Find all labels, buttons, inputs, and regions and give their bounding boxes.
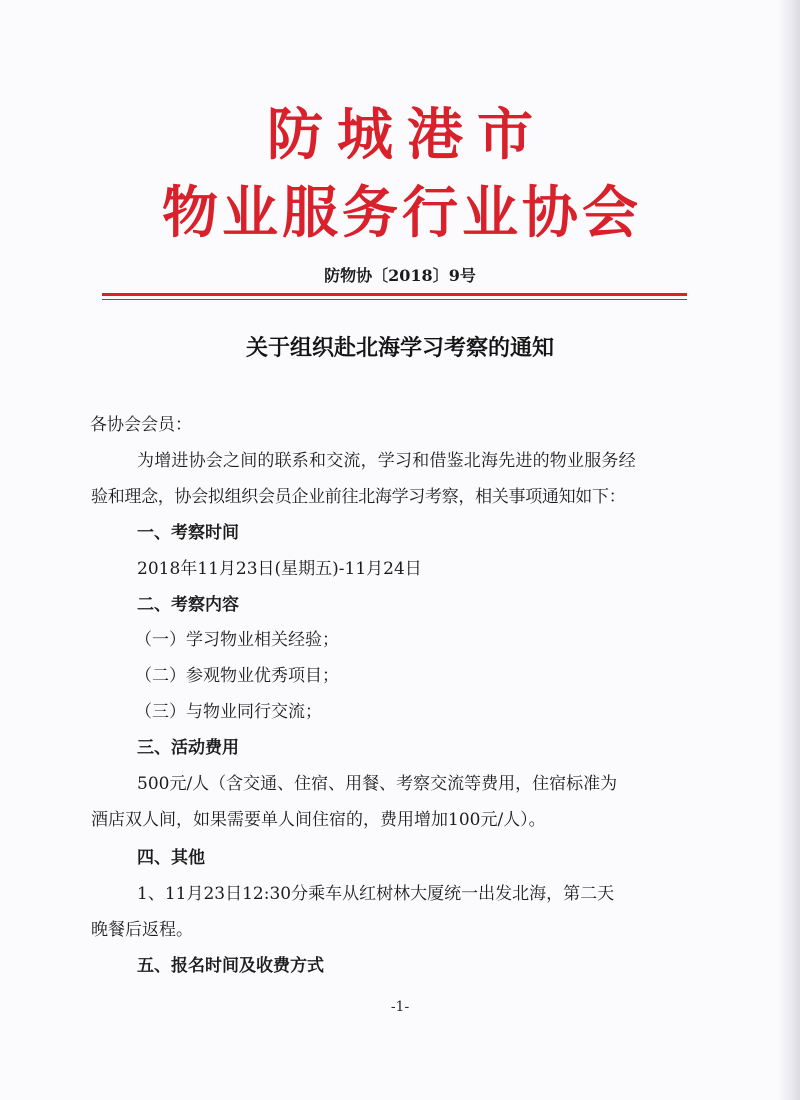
header-rule-thin <box>102 299 687 300</box>
notice-title: 关于组织赴北海学习考察的通知 <box>245 336 554 361</box>
content-item: （三）与物业同行交流； <box>135 702 322 722</box>
salutation: 各协会会员： <box>90 415 192 435</box>
section-other-heading: 四、其他 <box>137 848 205 868</box>
section-time-heading: 一、考察时间 <box>137 523 239 543</box>
content-item: （二）参观物业优秀项目； <box>135 666 339 686</box>
fee-line-2: 酒店双人间，如果需要单人间住宿的，费用增加100元/人）。 <box>91 810 546 830</box>
org-name-line-1: 防城港市 <box>267 102 547 168</box>
other-line-1: 1、11月23日12:30分乘车从红树林大厦统一出发北海，第二天 <box>137 884 615 904</box>
document-number: 防物协〔2018〕9号 <box>324 266 476 285</box>
intro-line-1: 为增进协会之间的联系和交流，学习和借鉴北海先进的物业服务经 <box>137 451 636 471</box>
section-time-text: 2018年11月23日(星期五)-11月24日 <box>137 559 422 579</box>
content-item: （一）学习物业相关经验； <box>135 630 339 650</box>
fee-line-1: 500元/人（含交通、住宿、用餐、考察交流等费用，住宿标准为 <box>137 774 618 794</box>
header-rule-thick <box>102 293 687 296</box>
section-content-heading: 二、考察内容 <box>137 595 239 615</box>
section-fee-heading: 三、活动费用 <box>137 738 239 758</box>
intro-line-2: 验和理念，协会拟组织会员企业前往北海学习考察，相关事项通知如下： <box>91 487 626 507</box>
org-name-line-2: 物业服务行业协会 <box>162 180 642 246</box>
other-line-2: 晚餐后返程。 <box>91 920 193 940</box>
page-number: -1- <box>390 999 410 1015</box>
section-registration-heading: 五、报名时间及收费方式 <box>137 956 324 976</box>
